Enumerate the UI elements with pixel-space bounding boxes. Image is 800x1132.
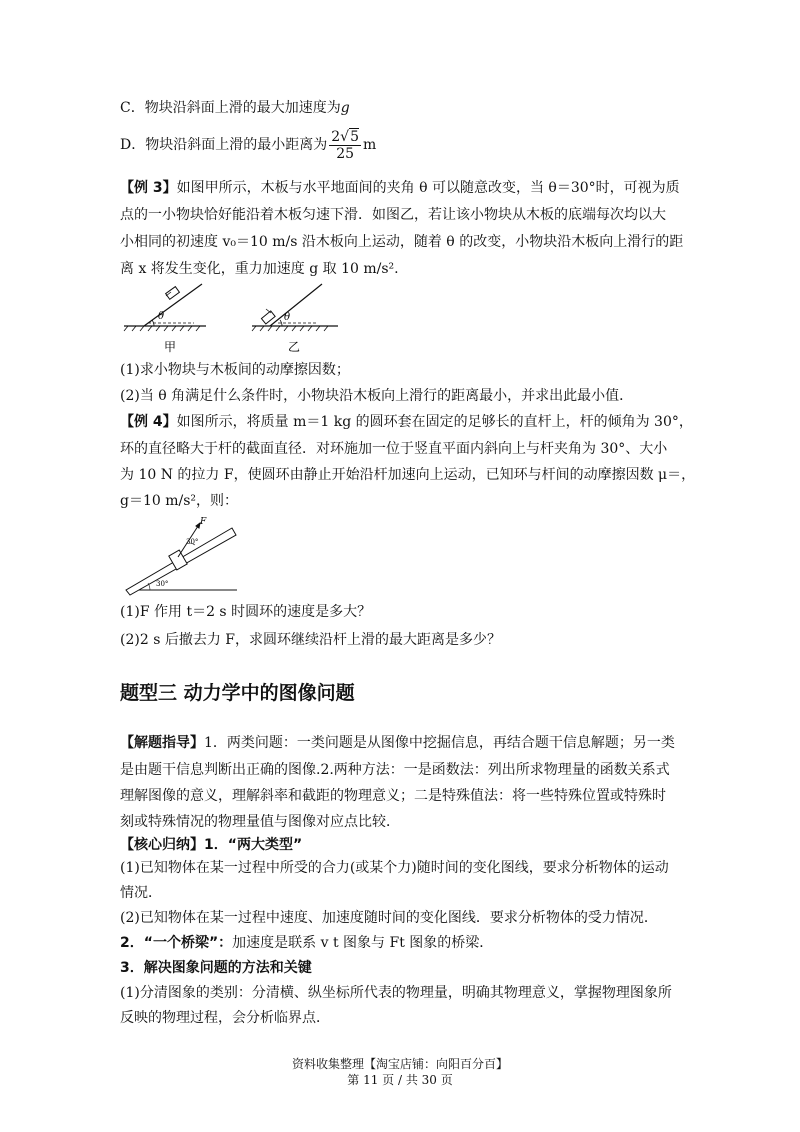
guide-line-1 [120, 733, 710, 753]
example-3-tag: 【例 3】 [120, 180, 177, 196]
guide-text-1: 1．两类问题：一类问题是从图像中挖掘信息，再结合题干信息解题；另一类 [204, 735, 675, 751]
fraction-denominator: 25 [336, 145, 355, 162]
ring-rod-figure [120, 515, 250, 595]
point-1-line-2: 情况． [120, 885, 162, 901]
core-heading [120, 835, 710, 855]
example-4-line-3: 为 10 N 的拉力 F，使圆环由静止开始沿杆加速向上运动，已知环与杆间的动摩擦因数 μ＝， [120, 467, 696, 483]
option-c-text: C．物块沿斜面上滑的最大加速度为 [120, 100, 341, 116]
angle-top-label: 30° [186, 538, 199, 546]
example-4-line-2: 环的直径略大于杆的截面直径．对环施加一位于竖直平面内斜向上与杆夹角为 30°、大小 [120, 441, 668, 457]
theta-label-jia: θ [158, 311, 165, 322]
section-title: 题型三 动力学中的图像问题 [120, 682, 355, 704]
core-title: 1．“两大类型” [204, 837, 303, 853]
bridge-title: 2．“一个桥梁”： [120, 935, 233, 951]
example-4-question-1: (1)F 作用 t＝2 s 时圆环的速度是多大？ [120, 604, 372, 620]
point-1-line-1: (1)已知物体在某一过程中所受的合力(或某个力)随时间的变化图线，要求分析物体的运动 [120, 860, 669, 876]
bridge-text: 加速度是联系 v t 图象与 Ft 图象的桥梁． [232, 935, 494, 951]
option-d-fraction: $\frac{2√5}{25}$ [331, 128, 359, 162]
bridge-line [120, 933, 710, 953]
figure-jia [124, 284, 206, 354]
core-tag: 【核心归纳】 [120, 837, 204, 853]
option-d [120, 126, 710, 164]
example-4-line-1 [120, 412, 710, 432]
figure-yi [252, 284, 338, 354]
guide-tag: 【解题指导】 [120, 735, 204, 751]
point-3-line-1: (1)分清图象的类别：分清横、纵坐标所代表的物理量，明确其物理意义，掌握物理图象所 [120, 985, 672, 1001]
incline-figure [120, 280, 370, 355]
example-4-line-4: g＝10 m/s²，则： [120, 493, 239, 509]
caption-jia: 甲 [164, 340, 177, 354]
example-3-line-2: 点的一小物块恰好能沿着木板匀速下滑．如图乙，若让该小物块从木板的底端每次均以大 [120, 207, 666, 223]
option-c-g: g [340, 100, 350, 116]
example-3-text-1: 如图甲所示，木板与水平地面间的夹角 θ 可以随意改变，当 θ＝30°时，可视为质 [176, 180, 680, 196]
example-3-line-1 [120, 178, 710, 198]
example-3-line-4: 离 x 将发生变化，重力加速度 g 取 10 m/s². [120, 261, 399, 277]
example-4-text-1: 如图所示，将质量 m＝1 kg 的圆环套在固定的足够长的直杆上，杆的倾角为 30°， [176, 414, 693, 430]
theta-label-yi: θ [284, 312, 291, 323]
guide-line-2: 是由题干信息判断出正确的图像.2.两种方法：一是函数法：列出所求物理量的函数关系式 [120, 762, 670, 778]
footer-page-number: 第 11 页 / 共 30 页 [347, 1073, 453, 1087]
guide-line-4: 刻或特殊情况的物理量值与图像对应点比较． [120, 814, 400, 830]
option-d-unit: m [363, 137, 377, 153]
example-3-question-1: (1)求小物块与木板间的动摩擦因数； [120, 362, 350, 378]
example-4-question-2: (2)2 s 后撤去力 F，求圆环继续沿杆上滑的最大距离是多少？ [120, 632, 501, 648]
angle-bottom-label: 30° [156, 580, 169, 588]
fraction-radicand: 5 [350, 128, 359, 145]
option-d-text: D．物块沿斜面上滑的最小距离为 [120, 137, 328, 153]
example-3-question-2: (2)当 θ 角满足什么条件时，小物块沿木板向上滑行的距离最小，并求出此最小值． [120, 388, 634, 404]
force-label: F [200, 517, 207, 527]
point-2: (2)已知物体在某一过程中速度、加速度随时间的变化图线．要求分析物体的受力情况． [120, 910, 658, 926]
option-c [120, 98, 710, 118]
method-heading: 3．解决图象问题的方法和关键 [120, 960, 312, 976]
example-3-line-3: 小相同的初速度 v₀＝10 m/s 沿木板向上运动，随着 θ 的改变，小物块沿木板向上滑行的距 [120, 234, 684, 250]
footer-source: 资料收集整理【淘宝店铺：向阳百分百】 [291, 1057, 508, 1071]
fraction-coef: 2 [331, 128, 341, 145]
caption-yi: 乙 [288, 340, 301, 354]
example-4-tag: 【例 4】 [120, 414, 177, 430]
point-3-line-2: 反映的物理过程，会分析临界点． [120, 1010, 330, 1026]
guide-line-3: 理解图像的意义，理解斜率和截距的物理意义；二是特殊值法：将一些特殊位置或特殊时 [120, 788, 666, 804]
